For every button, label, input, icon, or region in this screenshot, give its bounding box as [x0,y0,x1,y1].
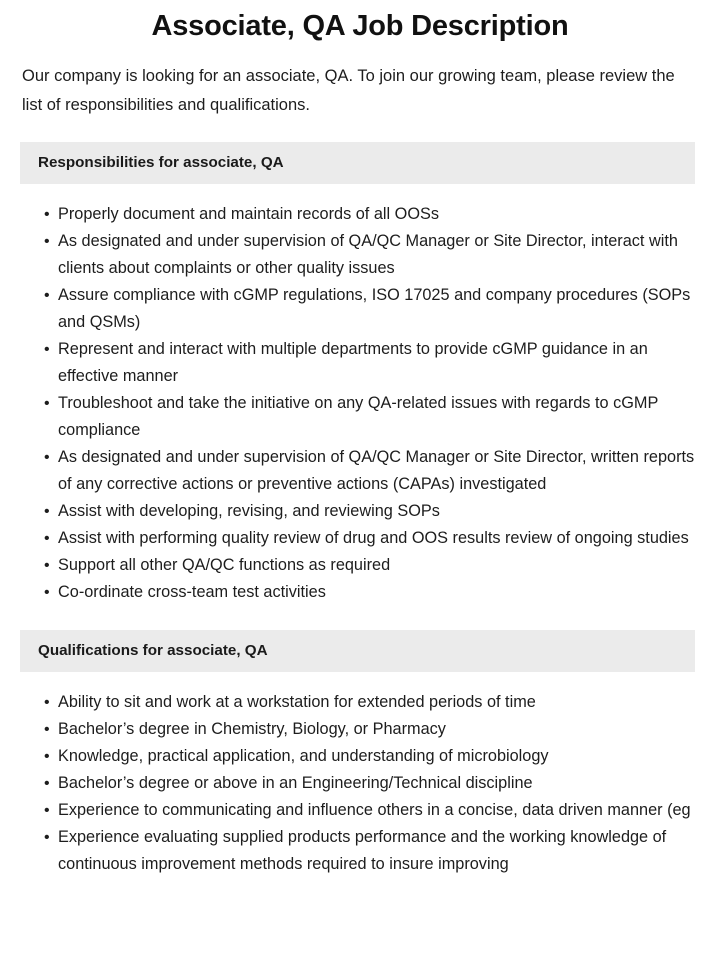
list-item: • Properly document and maintain records of all OOSs [45,201,698,228]
list-item: • Knowledge, practical application, and understanding of microbiology [45,743,698,770]
list-item: • As designated and under supervision of QA/QC Manager or Site Director, interact with clients about complaints or other quality issues [45,228,698,282]
list-item: • Assist with performing quality review of drug and OOS results review of ongoing studies [45,525,698,552]
qualifications-list [0,672,720,878]
list-item: • Assure compliance with cGMP regulations, ISO 17025 and company procedures (SOPs and QSMs) [45,282,698,336]
intro-paragraph: Our company is looking for an associate, QA. To join our growing team, please review the list of responsibilities and qualifications. [22,67,675,115]
list-item: • Troubleshoot and take the initiative on any QA-related issues with regards to cGMP compliance [45,390,698,444]
list-item: • Co-ordinate cross-team test activities [45,579,698,606]
list-item: • Support all other QA/QC functions as required [45,552,698,579]
section-heading-responsibilities: Responsibilities for associate, QA [20,142,695,184]
list-item: • Represent and interact with multiple departments to provide cGMP guidance in an effective manner [45,336,698,390]
page-title: Associate, QA Job Description [151,10,569,42]
section-heading-qualifications: Qualifications for associate, QA [20,630,695,672]
list-item: • Assist with developing, revising, and reviewing SOPs [45,498,698,525]
section-qualifications [0,630,720,878]
list-item: • Experience to communicating and influence others in a concise, data driven manner (eg [45,797,698,824]
list-item: • Experience evaluating supplied products performance and the working knowledge of continuous improvement methods required to insure improving [45,824,698,878]
list-item: • Ability to sit and work at a workstation for extended periods of time [45,689,698,716]
responsibilities-list [0,184,720,606]
list-item: • Bachelor’s degree or above in an Engineering/Technical discipline [45,770,698,797]
list-item: • Bachelor’s degree in Chemistry, Biology, or Pharmacy [45,716,698,743]
section-responsibilities [0,142,720,606]
list-item: • As designated and under supervision of QA/QC Manager or Site Director, written reports of any corrective actions or preventive actions (CAPAs) investigated [45,444,698,498]
